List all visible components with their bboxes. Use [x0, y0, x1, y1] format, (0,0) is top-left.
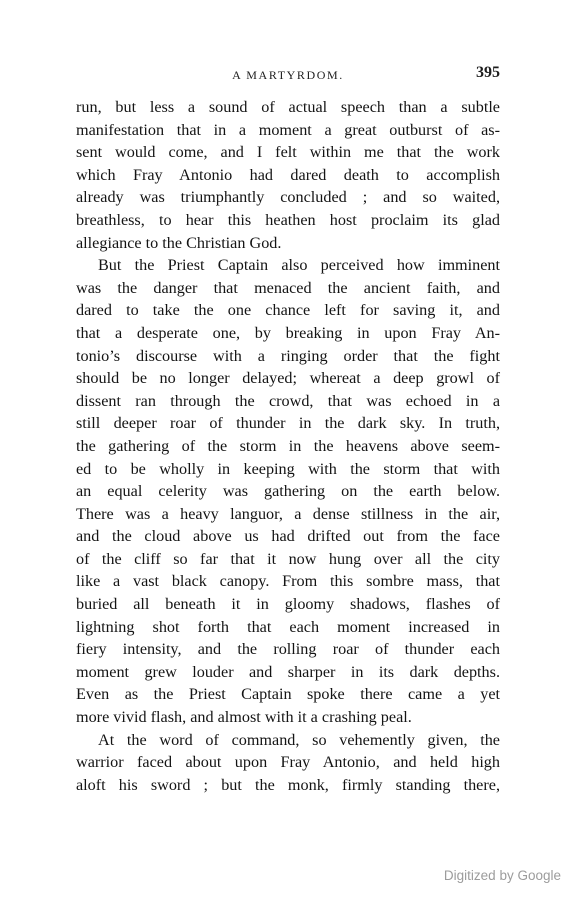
text-line: buried all beneath it in gloomy shadows, flashes of — [76, 595, 500, 614]
text-line: which Fray Antonio had dared death to accomplish — [76, 165, 500, 184]
text-line: that a desperate one, by breaking in upon Fray An- — [76, 323, 500, 342]
text-line: But the Priest Captain also perceived how imminent — [98, 256, 500, 275]
text-line: an equal celerity was gathering on the earth below. — [76, 482, 500, 501]
text-line: run, but less a sound of actual speech than a subtle — [76, 98, 500, 116]
text-line: dared to take the one chance left for saving it, and — [76, 301, 500, 320]
text-line: already was triumphantly concluded ; and so waited, — [76, 188, 500, 207]
text-line: lightning shot forth that each moment increased in — [76, 617, 500, 636]
text-line: of the cliff so far that it now hung over all the city — [76, 549, 500, 568]
text-line: manifestation that in a moment a great outburst of as- — [76, 120, 500, 139]
text-line: sent would come, and I felt within me that the work — [76, 143, 500, 162]
running-head — [76, 64, 500, 84]
text-line: ed to be wholly in keeping with the storm that with — [76, 459, 500, 478]
text-line: should be no longer delayed; whereat a deep growl of — [76, 369, 500, 388]
body-text — [76, 96, 500, 796]
text-line: more vivid flash, and almost with it a crashing peal. — [76, 708, 412, 727]
paragraph — [76, 254, 500, 728]
text-line: and the cloud above us had drifted out from the face — [76, 527, 500, 546]
text-line: fiery intensity, and the rolling roar of thunder each — [76, 640, 500, 659]
running-title: A MARTYRDOM. — [232, 68, 344, 82]
text-line: allegiance to the Christian God. — [76, 233, 282, 252]
text-line: moment grew louder and sharper in its dark depths. — [76, 662, 500, 681]
text-line: the gathering of the storm in the heavens above seem- — [76, 436, 500, 455]
page-number: 395 — [476, 64, 500, 81]
text-line: breathless, to hear this heathen host proclaim its glad — [76, 210, 500, 229]
text-line: There was a heavy languor, a dense stillness in the air, — [76, 504, 500, 523]
text-line: like a vast black canopy. From this sombre mass, that — [76, 572, 500, 591]
text-line: tonio’s discourse with a ringing order that the fight — [76, 346, 500, 365]
text-line: was the danger that menaced the ancient faith, and — [76, 278, 500, 297]
text-line: At the word of command, so vehemently given, the — [98, 730, 500, 749]
text-line: warrior faced about upon Fray Antonio, and held high — [76, 753, 500, 772]
digitization-watermark: Digitized by Google — [443, 868, 561, 883]
text-line: still deeper roar of thunder in the dark sky. In truth, — [76, 414, 500, 433]
text-line: dissent ran through the crowd, that was echoed in a — [76, 391, 500, 410]
text-line: Even as the Priest Captain spoke there came a yet — [76, 685, 500, 704]
paragraph — [76, 96, 500, 254]
paragraph — [76, 729, 500, 797]
text-line: aloft his sword ; but the monk, firmly standing there, — [76, 775, 500, 794]
